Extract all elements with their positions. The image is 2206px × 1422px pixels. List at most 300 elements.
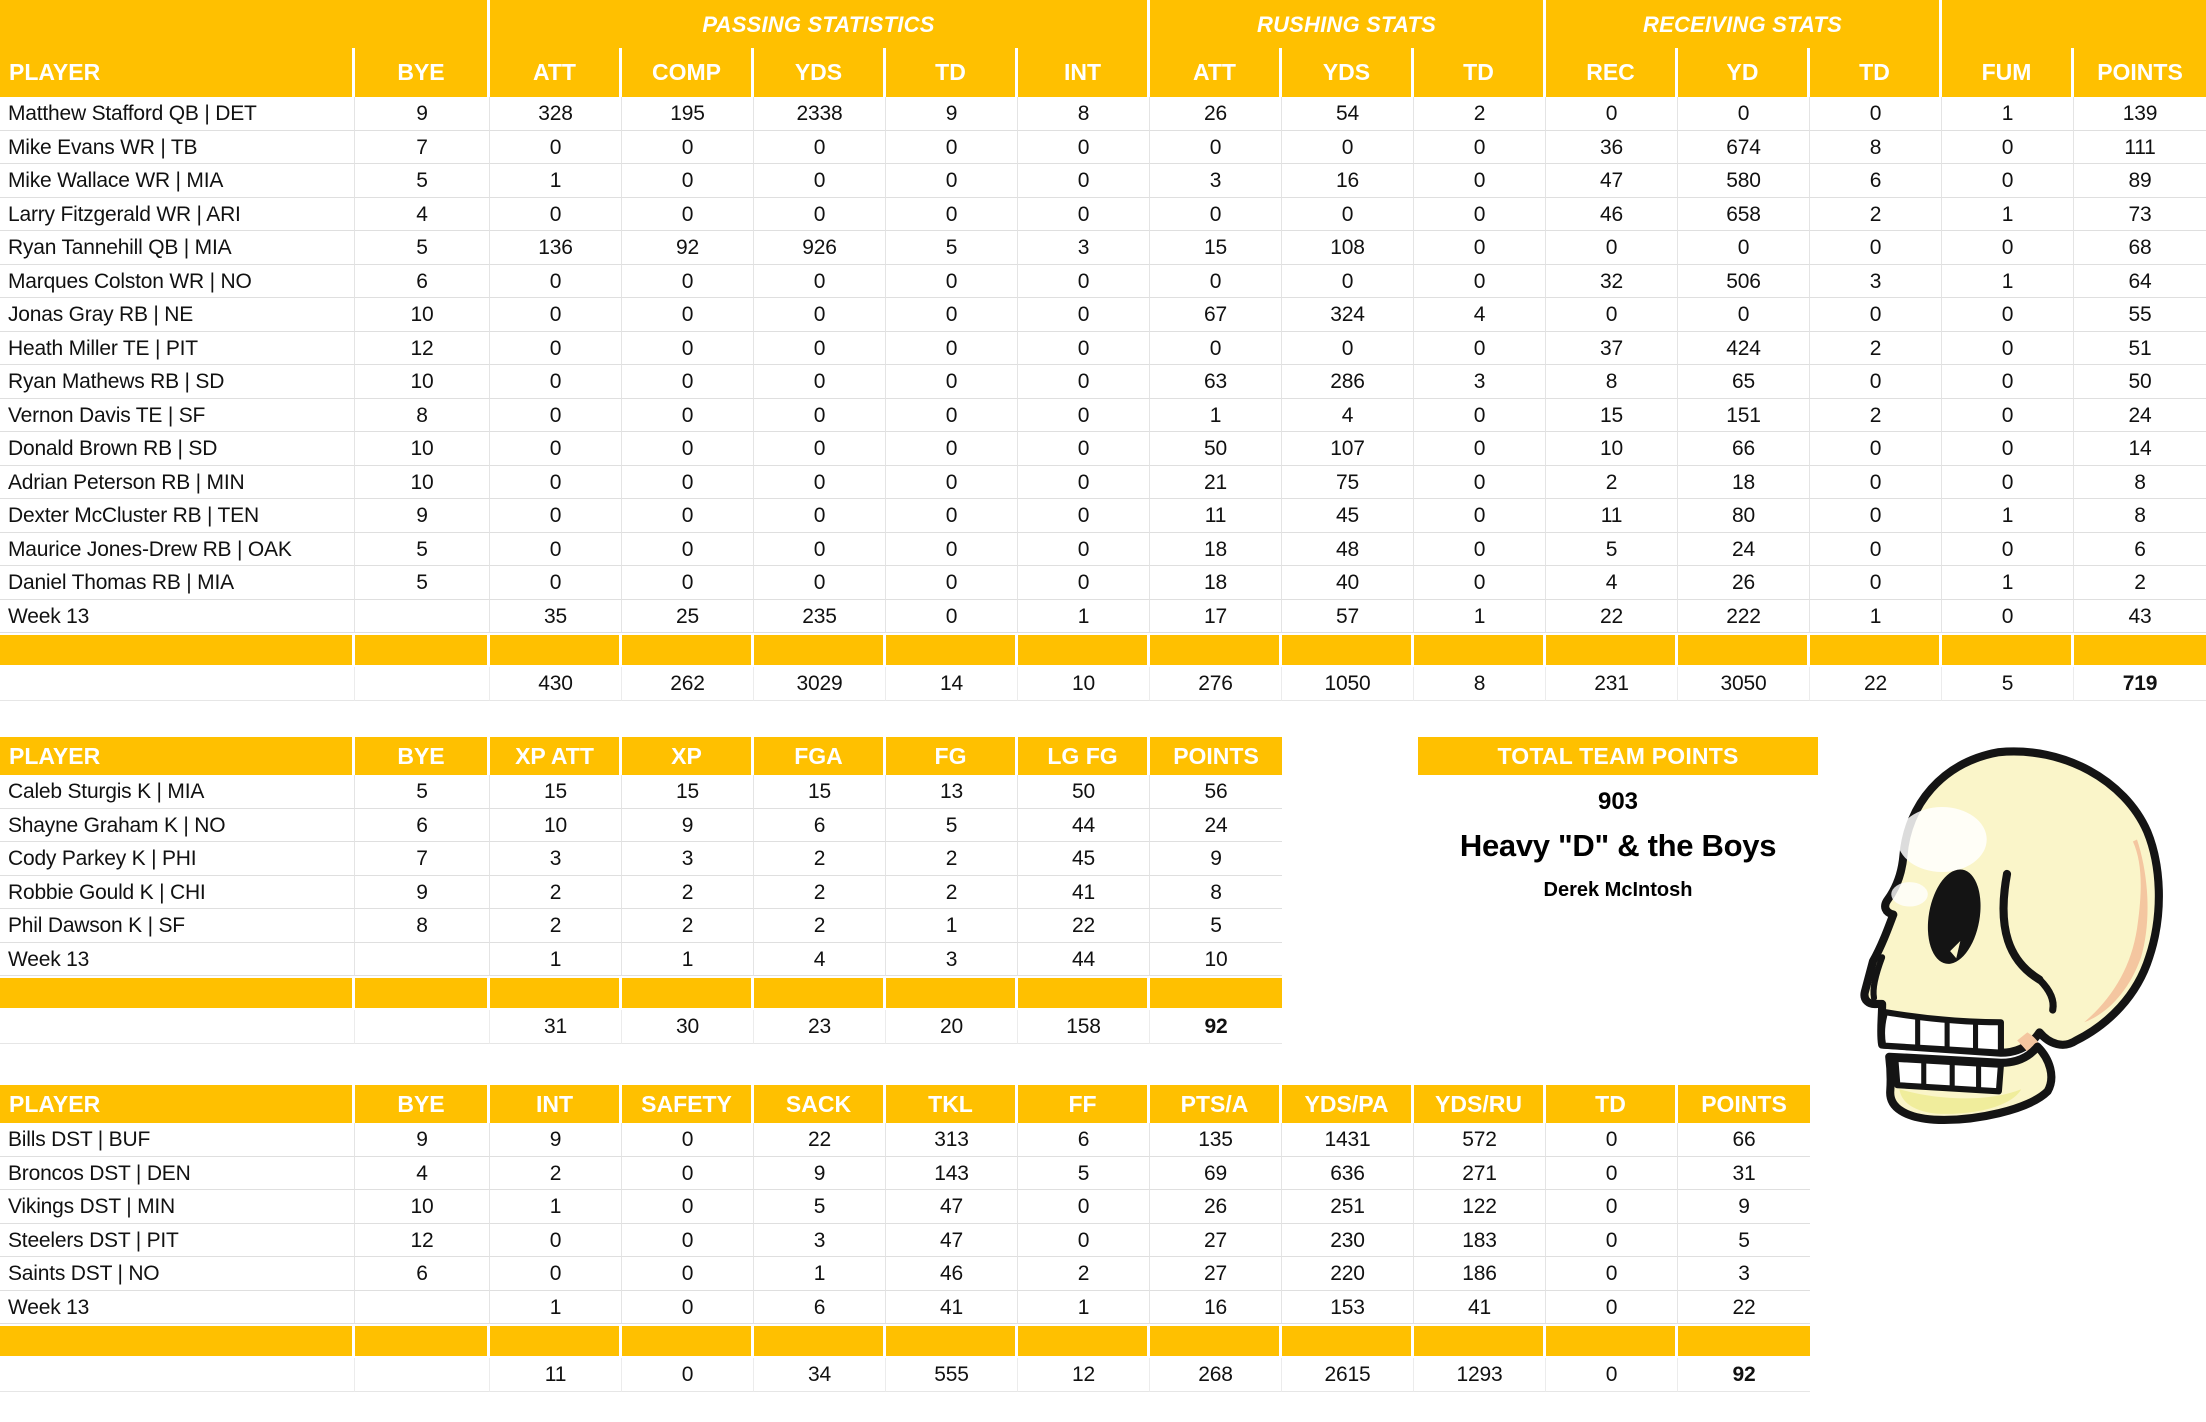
stat-cell: 0 [1942,332,2074,366]
stat-cell: 6 [355,809,490,843]
stat-cell: 135 [1150,1123,1282,1157]
stat-cell: 22 [1018,909,1150,943]
stat-cell: 324 [1282,298,1414,332]
stat-cell: 0 [490,1257,622,1291]
column-header: YDS/PA [1282,1085,1414,1123]
stat-cell: 0 [1414,399,1546,433]
stat-cell: 328 [490,97,622,131]
stat-cell: 0 [1546,231,1678,265]
stat-cell: 6 [355,1257,490,1291]
stat-cell: 0 [1942,365,2074,399]
stat-cell: 92 [622,231,754,265]
total-cell: 3050 [1678,667,1810,701]
stat-cell: 26 [1678,566,1810,600]
stat-cell: 0 [1414,466,1546,500]
stat-cell: 0 [1810,97,1942,131]
separator-cell [1678,633,1810,667]
player-row [0,566,2206,600]
stat-cell: 580 [1678,164,1810,198]
stat-cell: 75 [1282,466,1414,500]
stat-cell: 8 [1150,876,1282,910]
separator-cell [1150,633,1282,667]
separator-cell [490,633,622,667]
column-header: YD [1678,48,1810,97]
stat-cell: 235 [754,600,886,634]
stat-cell: 10 [355,365,490,399]
stat-cell: 0 [1942,432,2074,466]
stat-cell: 0 [1150,198,1282,232]
stat-cell: 6 [754,1291,886,1325]
stat-cell: 18 [1678,466,1810,500]
stat-cell: 25 [622,600,754,634]
separator-cell [0,633,355,667]
stat-cell: 0 [1282,198,1414,232]
stat-cell: 31 [1678,1157,1810,1191]
stat-cell: 5 [355,566,490,600]
player-row [0,432,2206,466]
stat-cell: 5 [886,231,1018,265]
stat-cell: 0 [1942,131,2074,165]
separator-cell [1150,976,1282,1010]
team-name: Heavy "D" & the Boys [1459,828,1777,863]
stat-cell: 1 [886,909,1018,943]
stat-cell: 313 [886,1123,1018,1157]
column-header: TKL [886,1085,1018,1123]
stat-cell: 0 [754,499,886,533]
stat-cell: 9 [622,809,754,843]
stat-cell: 0 [490,1224,622,1258]
column-header-row [0,1085,1810,1123]
stat-cell: 2 [490,909,622,943]
stat-cell: 0 [1414,265,1546,299]
stat-cell: 0 [1546,1190,1678,1224]
separator-cell [355,633,490,667]
total-cell: 2615 [1282,1358,1414,1392]
separator-cell [886,633,1018,667]
separator-cell [886,1324,1018,1358]
stat-cell: 9 [754,1157,886,1191]
stat-cell: 3 [490,842,622,876]
stat-cell: 0 [1414,131,1546,165]
stat-cell: 0 [622,533,754,567]
stat-cell: 1 [490,164,622,198]
stat-cell: 0 [754,198,886,232]
stat-cell: 43 [2074,600,2206,634]
total-cell: 11 [490,1358,622,1392]
stat-cell: 47 [886,1224,1018,1258]
total-cell: 23 [754,1010,886,1044]
stat-cell: 2 [1018,1257,1150,1291]
stat-cell: 10 [355,1190,490,1224]
stat-cell: 0 [490,533,622,567]
stat-cell: 0 [1018,533,1150,567]
separator-cell [1018,633,1150,667]
stat-cell: 5 [1678,1224,1810,1258]
stat-cell: 0 [1018,1190,1150,1224]
column-header: REC [1546,48,1678,97]
total-cell: 1293 [1414,1358,1546,1392]
stat-cell: 5 [886,809,1018,843]
stat-cell: 0 [1018,265,1150,299]
stat-cell: 1 [490,1190,622,1224]
stat-cell: 3 [1414,365,1546,399]
player-row [0,265,2206,299]
stat-cell: 73 [2074,198,2206,232]
stat-cell: 0 [1018,164,1150,198]
player-name-cell: Cody Parkey K | PHI [0,842,355,876]
player-name-cell: Matthew Stafford QB | DET [0,97,355,131]
stat-cell: 6 [355,265,490,299]
player-name-cell: Daniel Thomas RB | MIA [0,566,355,600]
stat-cell: 0 [1414,432,1546,466]
stat-cell: 24 [1150,809,1282,843]
stat-cell: 5 [355,164,490,198]
stat-cell: 0 [886,600,1018,634]
separator-cell [754,1324,886,1358]
stat-cell: 222 [1678,600,1810,634]
week-total-row [0,943,1282,977]
stat-cell: 0 [1018,332,1150,366]
column-header: TD [1546,1085,1678,1123]
separator-cell [1414,633,1546,667]
column-header: POINTS [2074,48,2206,97]
stat-cell: 64 [2074,265,2206,299]
player-row [0,775,1282,809]
stat-cell: 0 [886,533,1018,567]
total-cell: 92 [1678,1358,1810,1392]
stat-cell: 2 [1810,198,1942,232]
separator-cell [1282,633,1414,667]
stat-cell: 3 [886,943,1018,977]
player-row [0,533,2206,567]
total-cell: 5 [1942,667,2074,701]
stat-cell: 2 [886,876,1018,910]
separator-cell [622,633,754,667]
stat-cell: 0 [1810,432,1942,466]
stat-cell: 22 [1678,1291,1810,1325]
player-name-cell: Robbie Gould K | CHI [0,876,355,910]
stat-cell: 0 [754,265,886,299]
stat-cell: 111 [2074,131,2206,165]
stat-cell: 0 [1678,97,1810,131]
total-cell: 22 [1810,667,1942,701]
total-cell: 92 [1150,1010,1282,1044]
stat-cell: 4 [355,198,490,232]
stat-cell: 0 [490,466,622,500]
stat-cell: 26 [1150,1190,1282,1224]
stat-cell: 45 [1282,499,1414,533]
stat-cell: 0 [1810,499,1942,533]
totals-row [0,667,2206,701]
stat-cell: 15 [754,775,886,809]
stat-cell: 151 [1678,399,1810,433]
stat-cell: 0 [622,298,754,332]
group-header-blank [1942,0,2206,48]
player-row [0,97,2206,131]
stat-cell: 2338 [754,97,886,131]
stat-cell: 0 [1282,131,1414,165]
stat-cell: 0 [1546,1291,1678,1325]
stat-cell: 0 [886,399,1018,433]
stat-cell: 2 [1810,332,1942,366]
player-name-cell: Marques Colston WR | NO [0,265,355,299]
player-name-cell: Steelers DST | PIT [0,1224,355,1258]
column-header: YDS/RU [1414,1085,1546,1123]
stat-cell: 0 [754,298,886,332]
stat-cell: 1431 [1282,1123,1414,1157]
stat-cell: 153 [1282,1291,1414,1325]
stat-cell: 0 [490,332,622,366]
stat-cell: 46 [1546,198,1678,232]
stat-cell: 0 [622,1257,754,1291]
column-header: BYE [355,737,490,775]
player-name-cell: Ryan Mathews RB | SD [0,365,355,399]
column-header: SACK [754,1085,886,1123]
total-cell [0,667,355,701]
stat-cell: 0 [1414,499,1546,533]
stat-cell: 0 [1414,164,1546,198]
stat-cell: 5 [1546,533,1678,567]
player-row [0,499,2206,533]
separator-cell [754,976,886,1010]
stat-cell: 2 [622,876,754,910]
separator-cell [1546,633,1678,667]
stat-cell: 4 [1414,298,1546,332]
stat-cell: 0 [1942,231,2074,265]
week-total-row [0,600,2206,634]
stat-cell: 50 [2074,365,2206,399]
stat-cell: 7 [355,131,490,165]
stat-cell: 658 [1678,198,1810,232]
stat-cell: 15 [1150,231,1282,265]
stat-cell: 0 [490,131,622,165]
stat-cell: 0 [1018,466,1150,500]
column-header: POINTS [1150,737,1282,775]
stat-cell: 50 [1018,775,1150,809]
stat-cell: 1 [1942,97,2074,131]
stat-cell: 0 [1018,499,1150,533]
player-row [0,231,2206,265]
stat-cell: 0 [1810,231,1942,265]
total-cell: 719 [2074,667,2206,701]
total-cell: 8 [1414,667,1546,701]
week-total-row [0,1291,1810,1325]
stat-cell: 10 [355,298,490,332]
column-header: YDS [1282,48,1414,97]
stat-cell: 0 [1018,298,1150,332]
stat-cell: 1 [1150,399,1282,433]
stat-cell: 0 [1546,1157,1678,1191]
column-header: YDS [754,48,886,97]
player-name-cell: Week 13 [0,943,355,977]
defense-stats-table [0,1085,1810,1392]
total-team-points-value: 903 [1597,788,1639,815]
separator-cell [1546,1324,1678,1358]
stat-cell: 2 [754,909,886,943]
stat-cell: 0 [1150,332,1282,366]
stat-cell: 0 [622,566,754,600]
stat-cell: 230 [1282,1224,1414,1258]
column-header: TD [1414,48,1546,97]
stat-cell: 286 [1282,365,1414,399]
stat-cell: 926 [754,231,886,265]
stat-cell: 5 [754,1190,886,1224]
total-cell: 0 [622,1358,754,1392]
stat-cell: 26 [1150,97,1282,131]
stat-cell: 0 [754,466,886,500]
stat-cell: 0 [1546,1224,1678,1258]
stat-cell: 0 [1414,231,1546,265]
stat-cell: 0 [886,566,1018,600]
total-cell: 20 [886,1010,1018,1044]
column-header: SAFETY [622,1085,754,1123]
stat-cell: 0 [622,198,754,232]
stat-cell: 1 [1942,499,2074,533]
stat-cell: 0 [1018,432,1150,466]
stat-cell: 0 [1546,97,1678,131]
stat-cell: 0 [1150,131,1282,165]
stat-cell: 0 [622,1157,754,1191]
stat-cell: 195 [622,97,754,131]
separator-cell [1942,633,2074,667]
skull-clipart-image [1848,742,2164,1138]
total-cell: 158 [1018,1010,1150,1044]
stat-cell: 143 [886,1157,1018,1191]
player-row [0,1190,1810,1224]
total-cell: 12 [1018,1358,1150,1392]
column-header: FUM [1942,48,2074,97]
stat-cell: 7 [355,842,490,876]
stat-cell: 6 [1018,1123,1150,1157]
stat-cell: 2 [622,909,754,943]
stat-cell: 0 [490,432,622,466]
stat-cell: 3 [622,842,754,876]
stat-cell: 44 [1018,943,1150,977]
player-row [0,809,1282,843]
player-name-cell: Heath Miller TE | PIT [0,332,355,366]
team-manager-name: Derek McIntosh [1543,879,1693,901]
stat-cell: 9 [355,1123,490,1157]
stat-cell: 0 [490,499,622,533]
column-header: FGA [754,737,886,775]
stat-cell: 9 [490,1123,622,1157]
column-header: PTS/A [1150,1085,1282,1123]
stat-cell: 24 [1678,533,1810,567]
stat-cell: 1 [1018,600,1150,634]
stat-cell: 4 [754,943,886,977]
stat-cell: 0 [622,265,754,299]
stat-cell: 0 [1414,198,1546,232]
column-header: PLAYER [0,48,355,97]
total-cell: 34 [754,1358,886,1392]
stat-cell: 56 [1150,775,1282,809]
stat-cell: 0 [1546,298,1678,332]
stat-cell: 0 [1942,164,2074,198]
stat-cell: 18 [1150,566,1282,600]
column-header: POINTS [1678,1085,1810,1123]
stat-cell: 24 [2074,399,2206,433]
stat-cell: 0 [1942,600,2074,634]
stat-cell: 0 [886,499,1018,533]
stat-cell: 18 [1150,533,1282,567]
stat-cell: 3 [754,1224,886,1258]
stat-cell: 0 [1414,332,1546,366]
stat-cell: 0 [754,365,886,399]
player-row [0,909,1282,943]
stat-cell: 4 [355,1157,490,1191]
separator-cell [355,1324,490,1358]
stat-cell: 67 [1150,298,1282,332]
total-cell: 231 [1546,667,1678,701]
stat-cell: 0 [886,332,1018,366]
total-cell: 30 [622,1010,754,1044]
stat-cell [355,600,490,634]
player-name-cell: Mike Wallace WR | MIA [0,164,355,198]
stat-cell: 47 [886,1190,1018,1224]
stat-cell: 186 [1414,1257,1546,1291]
player-name-cell: Broncos DST | DEN [0,1157,355,1191]
stat-cell: 0 [886,432,1018,466]
stat-cell: 46 [886,1257,1018,1291]
stat-cell: 0 [1678,298,1810,332]
stat-cell: 15 [622,775,754,809]
stat-cell: 3 [1810,265,1942,299]
stat-cell [355,1291,490,1325]
stat-cell: 89 [2074,164,2206,198]
stat-cell: 0 [490,365,622,399]
stat-cell: 1 [1018,1291,1150,1325]
total-cell: 268 [1150,1358,1282,1392]
stat-cell: 0 [1942,399,2074,433]
group-header-blank [0,0,490,48]
stat-cell: 136 [490,231,622,265]
total-cell [0,1358,355,1392]
stat-cell: 5 [355,775,490,809]
stat-cell: 27 [1150,1224,1282,1258]
separator-cell [1018,976,1150,1010]
total-team-points-header: TOTAL TEAM POINTS [1418,737,1818,775]
stat-cell: 0 [886,466,1018,500]
total-cell: 10 [1018,667,1150,701]
stat-cell: 0 [622,466,754,500]
total-cell: 31 [490,1010,622,1044]
separator-cell [490,976,622,1010]
stat-cell: 69 [1150,1157,1282,1191]
player-name-cell: Saints DST | NO [0,1257,355,1291]
player-row [0,399,2206,433]
total-cell: 276 [1150,667,1282,701]
stat-cell: 0 [1942,298,2074,332]
stat-cell: 80 [1678,499,1810,533]
stat-cell: 50 [1150,432,1282,466]
stat-cell: 0 [490,198,622,232]
stat-cell: 220 [1282,1257,1414,1291]
player-row [0,1257,1810,1291]
total-cell [0,1010,355,1044]
stat-cell: 16 [1150,1291,1282,1325]
total-cell [355,667,490,701]
stat-cell: 9 [1678,1190,1810,1224]
separator-cell [0,976,355,1010]
player-row [0,131,2206,165]
stat-cell: 0 [754,332,886,366]
stat-cell: 0 [886,164,1018,198]
totals-row [0,1358,1810,1392]
stat-cell: 65 [1678,365,1810,399]
stat-cell: 122 [1414,1190,1546,1224]
stat-cell: 11 [1546,499,1678,533]
stat-cell: 47 [1546,164,1678,198]
